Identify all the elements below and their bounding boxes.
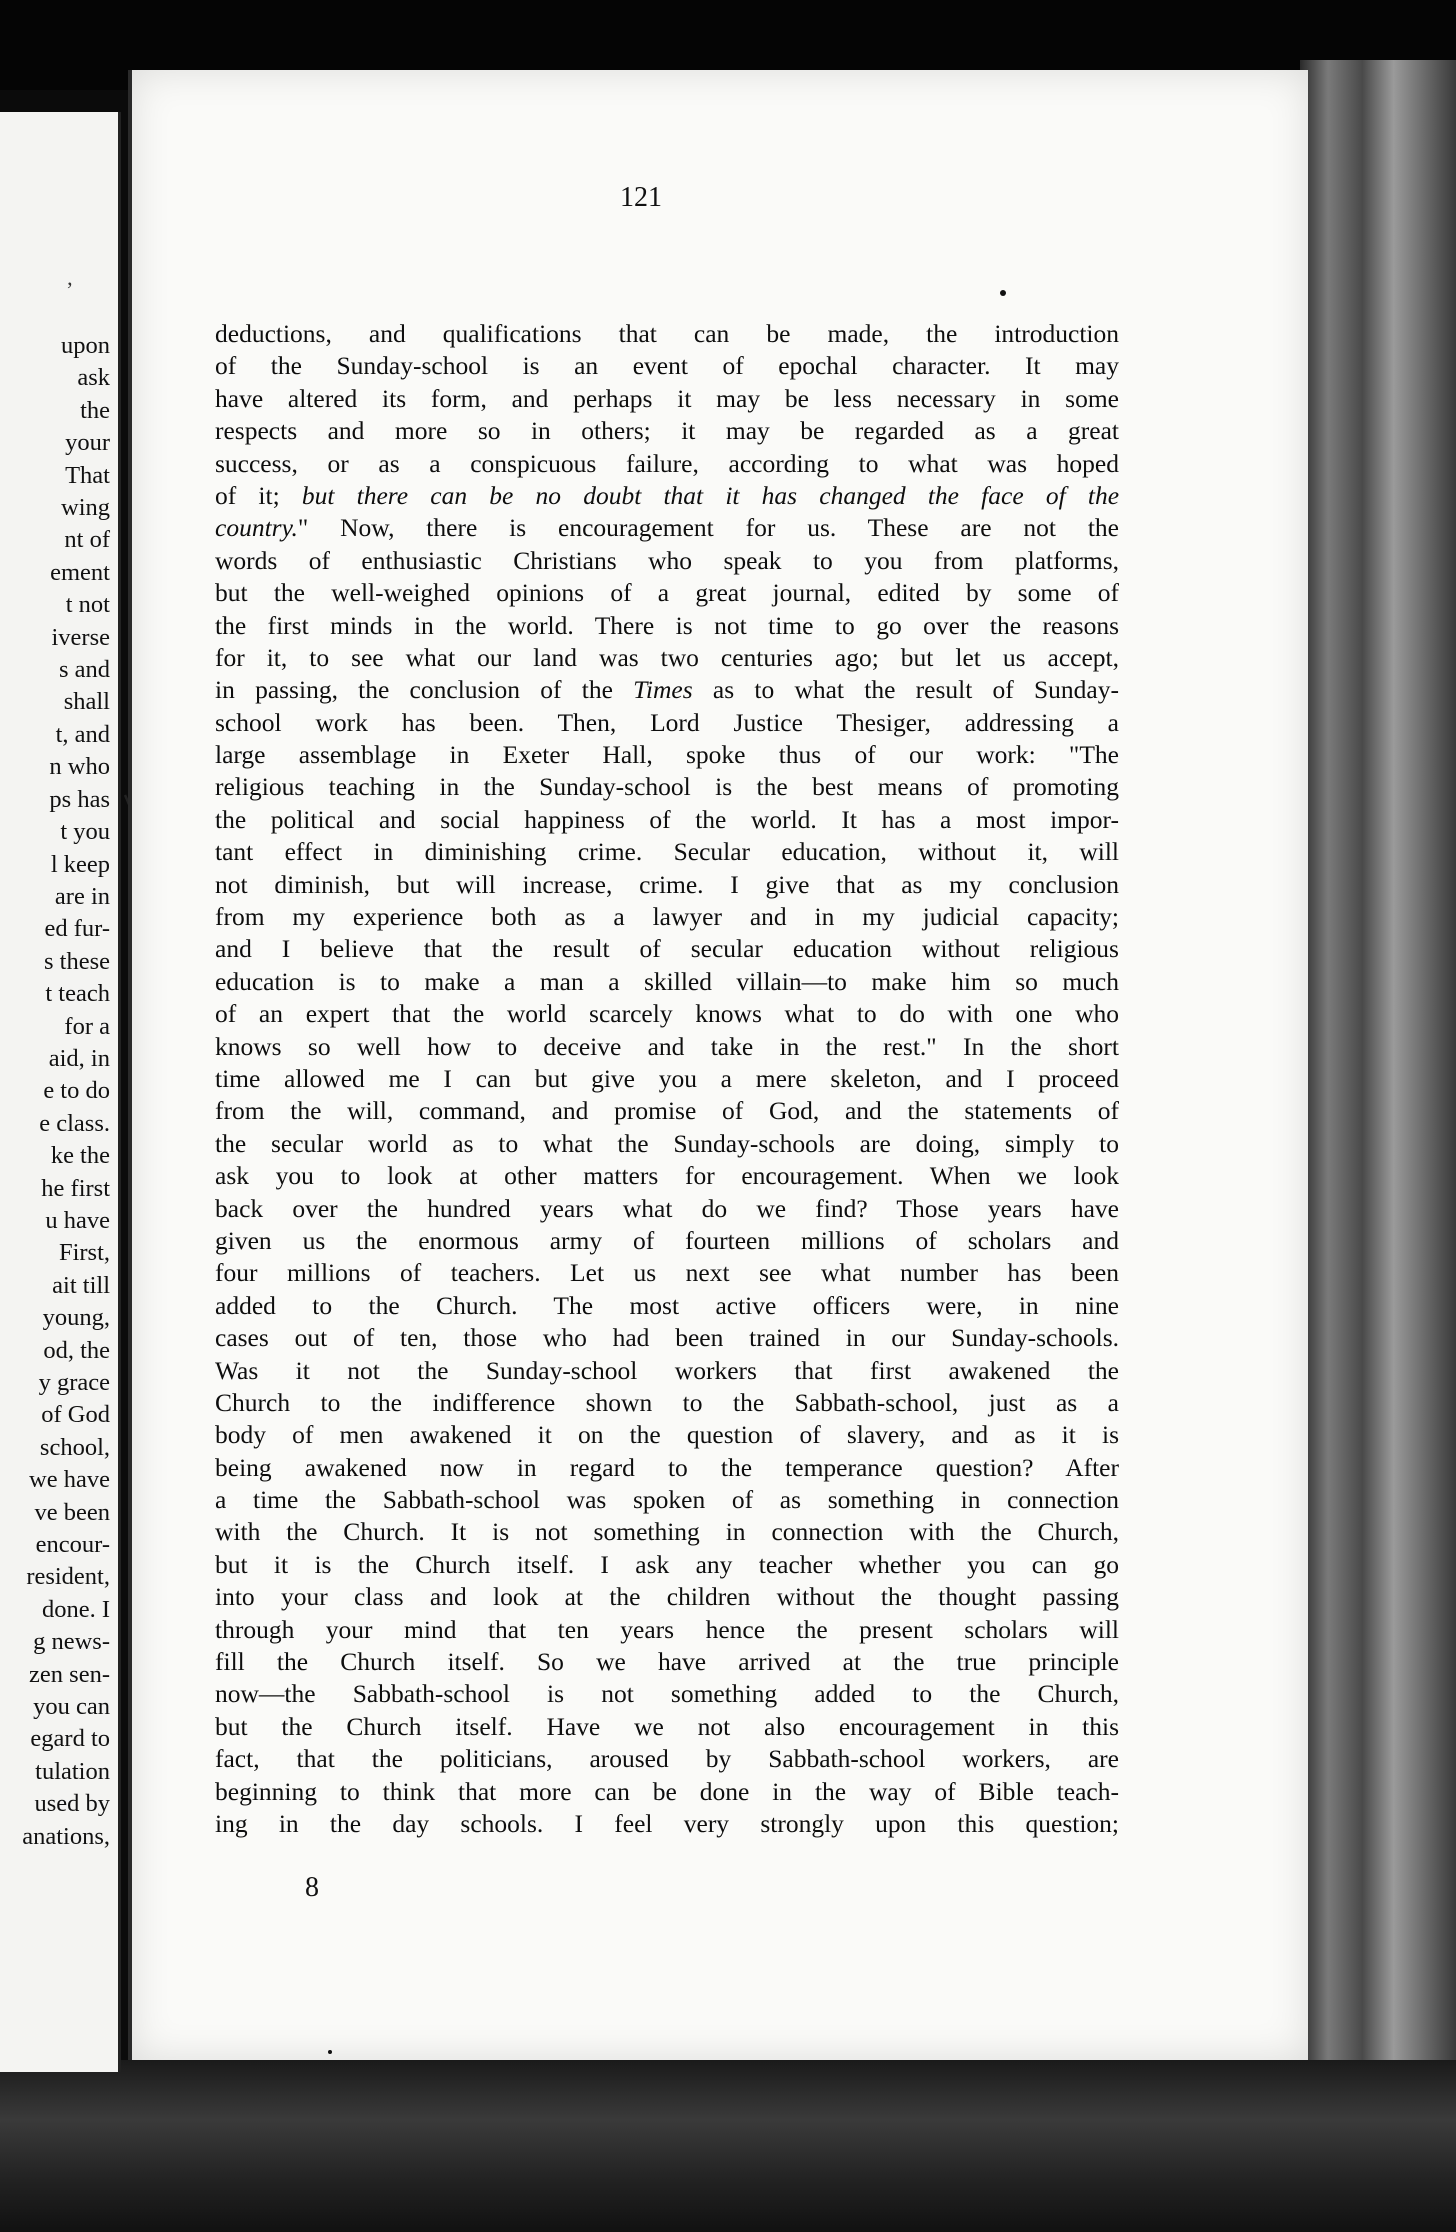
left-page-line: we have xyxy=(29,1466,110,1494)
text-line: success, or as a conspicuous failure, according to what was hoped xyxy=(215,448,1119,478)
text-line: a time the Sabbath-school was spoken of as something in connection xyxy=(215,1485,1119,1515)
text-line: but the Church itself. Have we not also encouragement in this xyxy=(215,1711,1119,1741)
left-page-line: he first xyxy=(41,1174,110,1202)
left-page-line: egard to xyxy=(30,1725,110,1753)
left-page-line: e class. xyxy=(39,1109,110,1137)
text-line: into your class and look at the children without the thought passing xyxy=(215,1582,1119,1612)
page-number: 121 xyxy=(620,182,662,213)
text-line: from my experience both as a lawyer and in my judicial capacity; xyxy=(215,902,1119,932)
left-page-line: t, and xyxy=(55,720,110,748)
text-line: knows so well how to deceive and take in the rest." In the short xyxy=(215,1031,1119,1061)
left-page-line: done. I xyxy=(41,1595,110,1623)
left-page-line: e to do xyxy=(43,1077,110,1105)
left-page-line: t teach xyxy=(45,980,110,1008)
text-line: have altered its form, and perhaps it may be less necessary in some xyxy=(215,383,1119,413)
left-page-line: ement xyxy=(50,558,110,586)
text-line: country." Now, there is encouragement for us. These are not the xyxy=(215,513,1119,543)
left-page-line: l keep xyxy=(50,850,110,878)
left-page-line: wing xyxy=(61,494,110,522)
left-page-line: nt of xyxy=(64,526,110,554)
left-page-line: resident, xyxy=(26,1563,110,1591)
left-page-line: anations, xyxy=(22,1822,110,1850)
left-page-line: ait till xyxy=(52,1271,110,1299)
text-line: in passing, the conclusion of the Times as to what the result of Sunday- xyxy=(215,675,1119,705)
text-line: of the Sunday-school is an event of epochal character. It may xyxy=(215,351,1119,381)
left-page-fragment xyxy=(0,112,121,2072)
text-line: the political and social happiness of the world. It has a most impor- xyxy=(215,804,1119,834)
text-line: of an expert that the world scarcely knows what to do with one who xyxy=(215,999,1119,1029)
left-page-line: tulation xyxy=(35,1757,110,1785)
text-line: words of enthusiastic Christians who speak to you from platforms, xyxy=(215,545,1119,575)
page-body-text xyxy=(215,318,1119,1840)
text-line: ing in the day schools. I feel very strongly upon this question; xyxy=(215,1808,1119,1838)
text-line: four millions of teachers. Let us next see what number has been xyxy=(215,1258,1119,1288)
ink-speck xyxy=(1000,290,1006,296)
text-line: deductions, and qualifications that can be made, the introduction xyxy=(215,319,1119,348)
text-line: through your mind that ten years hence the present scholars will xyxy=(215,1614,1119,1644)
text-line: school work has been. Then, Lord Justice Thesiger, addressing a xyxy=(215,707,1119,737)
left-page-text xyxy=(22,330,110,1853)
left-page-line: upon xyxy=(61,332,110,359)
text-line: given us the enormous army of fourteen millions of scholars and xyxy=(215,1225,1119,1255)
text-line: time allowed me I can but give you a mere skeleton, and I proceed xyxy=(215,1063,1119,1093)
ink-speck xyxy=(328,2050,332,2054)
left-page-line: your xyxy=(65,429,110,457)
left-page-line: t you xyxy=(60,818,110,846)
left-page-line: young, xyxy=(42,1304,110,1332)
left-page-line: y grace xyxy=(38,1369,110,1396)
text-line: ask you to look at other matters for encouragement. When we look xyxy=(215,1161,1119,1191)
left-page-line: t not xyxy=(65,591,110,619)
left-page-line: aid, in xyxy=(48,1044,110,1072)
left-page-line: encour- xyxy=(35,1531,110,1559)
left-page-line: zen sen- xyxy=(29,1660,110,1688)
left-page-line: g news- xyxy=(33,1628,110,1656)
text-line: of it; but there can be no doubt that it has changed the face of the xyxy=(215,480,1120,510)
text-line: body of men awakened it on the question of slavery, and as it is xyxy=(215,1420,1119,1450)
left-page-line: of God xyxy=(41,1401,110,1429)
text-line: and I believe that the result of secular education without religious xyxy=(215,934,1119,964)
text-line: fill the Church itself. So we have arrived at the true principle xyxy=(215,1647,1119,1677)
left-page-line: the xyxy=(80,396,110,424)
text-line: the first minds in the world. There is not time to go over the reasons xyxy=(215,610,1119,640)
left-page-line: ask xyxy=(77,364,110,392)
text-line: religious teaching in the Sunday-school is the best means of promoting xyxy=(215,772,1119,802)
text-line: but it is the Church itself. I ask any teacher whether you can go xyxy=(215,1549,1119,1579)
left-page-line: ve been xyxy=(34,1498,110,1526)
left-page-line: First, xyxy=(58,1239,110,1267)
left-page-line: iverse xyxy=(51,623,110,651)
signature-mark: 8 xyxy=(305,1872,319,1903)
text-line: respects and more so in others; it may be regarded as a great xyxy=(215,416,1119,446)
left-page-line: s and xyxy=(58,656,110,684)
book-page-edges xyxy=(1300,60,1456,2070)
left-page-line: shall xyxy=(63,688,110,716)
text-line: cases out of ten, those who had been trained in our Sunday-schools. xyxy=(215,1323,1119,1353)
left-page-line: for a xyxy=(64,1012,110,1040)
left-page-line: u have xyxy=(45,1206,110,1234)
text-line: Church to the indifference shown to the Sabbath-school, just as a xyxy=(215,1387,1119,1417)
text-line: now—the Sabbath-school is not something added to the Church, xyxy=(215,1679,1119,1709)
text-line: beginning to think that more can be done in the way of Bible teach- xyxy=(215,1776,1119,1806)
left-page-line: od, the xyxy=(43,1336,110,1364)
left-page-line: s these xyxy=(44,947,110,975)
text-line: but the well-weighed opinions of a great journal, edited by some of xyxy=(215,578,1119,608)
text-line: not diminish, but will increase, crime. I give that as my conclusion xyxy=(215,869,1119,899)
left-page-line: n who xyxy=(49,753,110,781)
text-line: education is to make a man a skilled villain—to make him so much xyxy=(215,966,1119,996)
left-page-line: used by xyxy=(34,1790,110,1818)
left-page-line: school, xyxy=(39,1433,110,1461)
text-line: the secular world as to what the Sunday-schools are doing, simply to xyxy=(215,1128,1119,1158)
scan-background-bottom xyxy=(0,2060,1456,2232)
left-page-line: ps has xyxy=(49,785,110,813)
left-page-line: ed fur- xyxy=(44,915,110,943)
left-page-line: ke the xyxy=(50,1142,110,1170)
text-line: Was it not the Sunday-school workers that first awakened the xyxy=(215,1355,1119,1385)
left-page-line: That xyxy=(65,461,110,489)
text-line: large assemblage in Exeter Hall, spoke thus of our work: "The xyxy=(215,740,1119,770)
text-line: tant effect in diminishing crime. Secular education, without it, will xyxy=(215,837,1119,867)
text-line: with the Church. It is not something in connection with the Church, xyxy=(215,1517,1119,1547)
text-line: from the will, command, and promise of God, and the statements of xyxy=(215,1096,1119,1126)
left-page-speck: ’ xyxy=(66,277,74,302)
text-line: fact, that the politicians, aroused by Sabbath-school workers, are xyxy=(215,1744,1119,1774)
text-line: back over the hundred years what do we find? Those years have xyxy=(215,1193,1119,1223)
text-line: added to the Church. The most active officers were, in nine xyxy=(215,1290,1119,1320)
text-line: for it, to see what our land was two centuries ago; but let us accept, xyxy=(215,642,1119,672)
text-line: being awakened now in regard to the temperance question? After xyxy=(215,1452,1119,1482)
left-page-line: are in xyxy=(54,882,110,910)
left-page-line: you can xyxy=(33,1693,110,1721)
